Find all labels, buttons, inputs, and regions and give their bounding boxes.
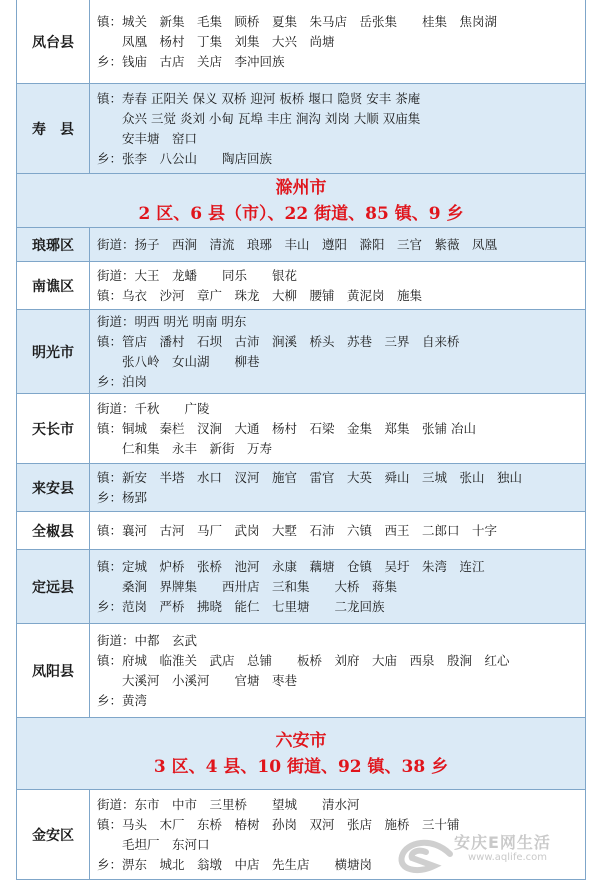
- district-name: 寿 县: [17, 84, 90, 173]
- division-line: 众兴 三觉 炎刘 小甸 瓦埠 丰庄 涧沟 刘岗 大顺 双庙集: [97, 111, 421, 126]
- division-line: 街道：千秋 广陵: [97, 401, 210, 416]
- district-row: [17, 464, 585, 512]
- division-line: 镇：寿春 正阳关 保义 双桥 迎河 板桥 堰口 隐贤 安丰 茶庵: [97, 91, 421, 106]
- district-name: 凤阳县: [17, 624, 90, 717]
- district-row: [17, 394, 585, 464]
- district-name: 凤台县: [17, 0, 90, 83]
- division-line: 镇：定城 炉桥 张桥 池河 永康 藕塘 仓镇 吴圩 朱湾 连江: [97, 559, 485, 574]
- district-divisions: [97, 266, 579, 306]
- division-line: 凤凰 杨村 丁集 刘集 大兴 尚塘: [97, 34, 335, 49]
- watermark-text: 安庆E网生活: [454, 833, 551, 852]
- division-line: 乡：淠东 城北 翁墩 中店 先生店 横塘岗: [97, 857, 373, 872]
- division-line: 乡：泊岗: [97, 374, 148, 389]
- city-header: [17, 718, 585, 790]
- district-row: [17, 512, 585, 550]
- division-line: 乡：张李 八公山 陶店回族: [97, 151, 273, 166]
- district-divisions: [97, 312, 579, 392]
- district-name: 来安县: [17, 464, 90, 511]
- district-row: [17, 624, 585, 718]
- division-line: 镇：府城 临淮关 武店 总铺 板桥 刘府 大庙 西泉 殷涧 红心: [97, 653, 510, 668]
- division-line: 乡：钱庙 古店 关店 李冲回族: [97, 54, 285, 69]
- district-row: [17, 310, 585, 394]
- district-row: [17, 0, 585, 84]
- district-divisions: [97, 521, 579, 541]
- district-name: 定远县: [17, 550, 90, 623]
- division-line: 街道：大王 龙蟠 同乐 银花: [97, 268, 298, 283]
- division-line: 街道：东市 中市 三里桥 望城 清水河: [97, 797, 360, 812]
- city-summary: 3 区、4 县、10 街道、92 镇、38 乡: [153, 757, 449, 777]
- division-line: 街道：明西 明光 明南 明东: [97, 314, 247, 329]
- division-line: 镇：城关 新集 毛集 顾桥 夏集 朱马店 岳张集 桂集 焦岗湖: [97, 14, 498, 29]
- district-name: 明光市: [17, 310, 90, 393]
- city-summary: 2 区、6 县（市）、22 街道、85 镇、9 乡: [138, 204, 464, 224]
- city-header: [17, 174, 585, 228]
- watermark-url: www.aqlife.com: [468, 852, 548, 863]
- division-line: 镇：新安 半塔 水口 汊河 施官 雷官 大英 舜山 三城 张山 独山: [97, 470, 523, 485]
- district-name: 金安区: [17, 790, 90, 879]
- district-name: 全椒县: [17, 512, 90, 549]
- division-line: 张八岭 女山湖 柳巷: [97, 354, 260, 369]
- division-line: 街道：中都 玄武: [97, 633, 198, 648]
- division-line: 镇：乌衣 沙河 章广 珠龙 大柳 腰铺 黄泥岗 施集: [97, 288, 423, 303]
- district-divisions: [97, 631, 579, 711]
- district-divisions: [97, 399, 579, 459]
- division-line: 乡：黄湾: [97, 693, 148, 708]
- district-row: [17, 262, 585, 310]
- region-table: [16, 0, 586, 880]
- district-divisions: [97, 468, 579, 508]
- city-title: 滁州市: [275, 178, 327, 198]
- division-line: 安丰塘 窑口: [97, 131, 198, 146]
- division-line: 镇：管店 潘村 石坝 古沛 涧溪 桥头 苏巷 三界 自来桥: [97, 334, 460, 349]
- district-name: 南谯区: [17, 262, 90, 309]
- division-line: 大溪河 小溪河 官塘 枣巷: [97, 673, 298, 688]
- division-line: 仁和集 永丰 新街 万寿: [97, 441, 273, 456]
- district-name: 琅琊区: [17, 228, 90, 261]
- division-line: 桑涧 界牌集 西卅店 三和集 大桥 蒋集: [97, 579, 398, 594]
- district-row: [17, 84, 585, 174]
- division-line: 镇：襄河 古河 马厂 武岗 大墅 石沛 六镇 西王 二郎口 十字: [97, 523, 498, 538]
- division-line: 乡：杨郢: [97, 490, 148, 505]
- district-divisions: [97, 89, 579, 169]
- district-divisions: [97, 235, 579, 255]
- district-divisions: [97, 12, 579, 72]
- district-divisions: [97, 557, 579, 617]
- city-title: 六安市: [275, 731, 327, 751]
- district-row: [17, 550, 585, 624]
- division-line: 镇：马头 木厂 东桥 椿树 孙岗 双河 张店 施桥 三十铺: [97, 817, 460, 832]
- watermark: [392, 824, 592, 876]
- division-line: 乡：范岗 严桥 拂晓 能仁 七里塘 二龙回族: [97, 599, 385, 614]
- division-line: 毛坦厂 东河口: [97, 837, 210, 852]
- district-row: [17, 228, 585, 262]
- district-name: 天长市: [17, 394, 90, 463]
- division-line: 镇：铜城 秦栏 汊涧 大通 杨村 石梁 金集 郑集 张铺 冶山: [97, 421, 476, 436]
- division-line: 街道：扬子 西涧 清流 琅琊 丰山 遵阳 滁阳 三官 紫薇 凤凰: [97, 237, 498, 252]
